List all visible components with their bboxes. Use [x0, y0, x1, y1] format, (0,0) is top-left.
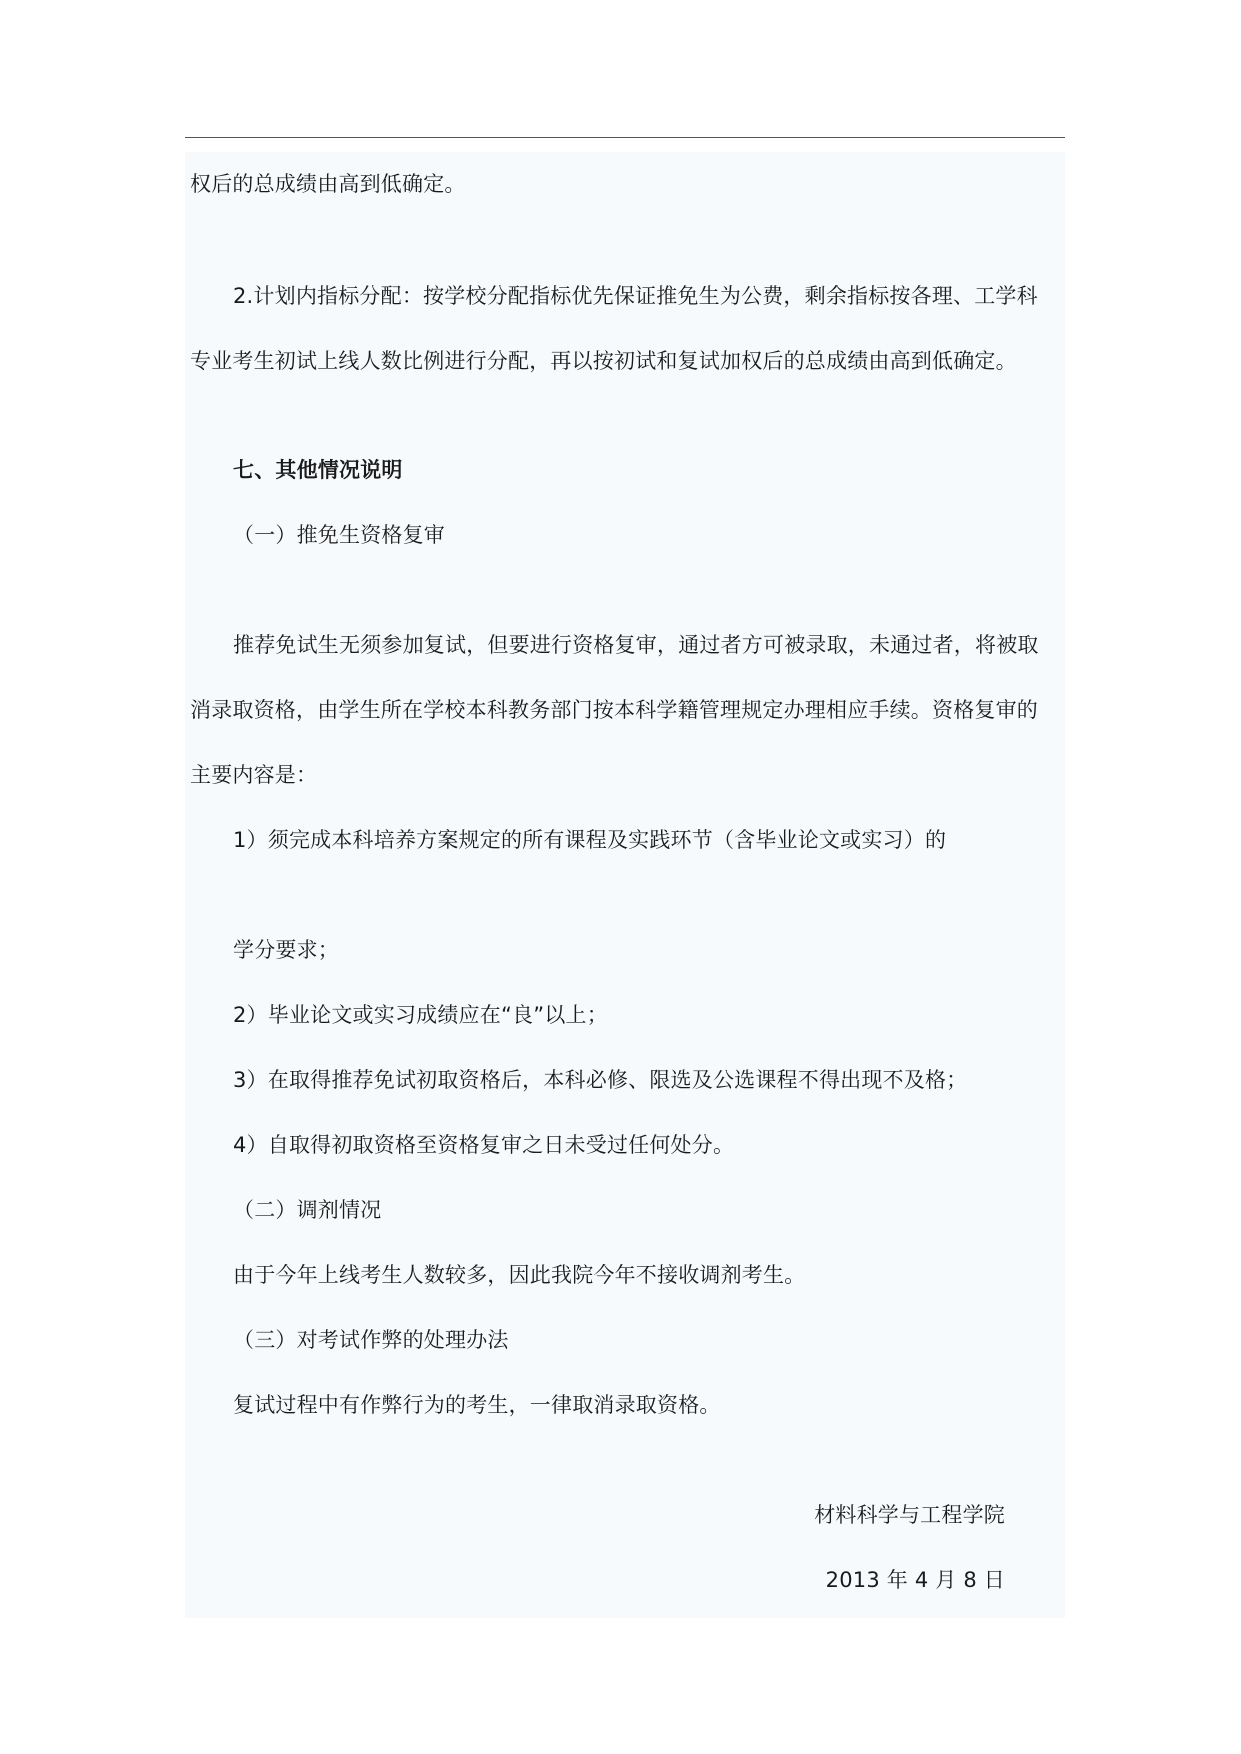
- paragraph-line: 推荐免试生无须参加复试，但要进行资格复审，通过者方可被录取，未通过者，将被取: [233, 633, 1039, 657]
- paragraph-line: 复试过程中有作弊行为的考生，一律取消录取资格。: [233, 1393, 721, 1417]
- list-item-continuation: 学分要求；: [233, 938, 339, 962]
- paragraph-line: 专业考生初试上线人数比例进行分配，再以按初试和复试加权后的总成绩由高到低确定。: [190, 349, 1017, 373]
- header-rule: [185, 137, 1065, 138]
- paragraph-line: 权后的总成绩由高到低确定。: [190, 172, 466, 196]
- list-item: 2）毕业论文或实习成绩应在“良”以上；: [233, 1003, 608, 1027]
- list-item: 4）自取得初取资格至资格复审之日未受过任何处分。: [233, 1133, 735, 1157]
- subsection-heading: （三）对考试作弊的处理办法: [233, 1328, 509, 1352]
- subsection-heading: （一）推免生资格复审: [233, 523, 445, 547]
- subsection-heading: （二）调剂情况: [233, 1198, 382, 1222]
- paragraph-line: 2.计划内指标分配：按学校分配指标优先保证推免生为公费，剩余指标按各理、工学科: [233, 284, 1038, 308]
- paragraph-line: 消录取资格，由学生所在学校本科教务部门按本科学籍管理规定办理相应手续。资格复审的: [190, 698, 1038, 722]
- section-heading: 七、其他情况说明: [233, 458, 403, 482]
- paragraph-line: 由于今年上线考生人数较多，因此我院今年不接收调剂考生。: [233, 1263, 806, 1287]
- paragraph-line: 主要内容是：: [190, 763, 318, 787]
- signature-organization: 材料科学与工程学院: [814, 1503, 1005, 1527]
- list-item: 3）在取得推荐免试初取资格后，本科必修、限选及公选课程不得出现不及格；: [233, 1068, 968, 1092]
- list-item: 1）须完成本科培养方案规定的所有课程及实践环节（含毕业论文或实习）的: [233, 828, 947, 852]
- signature-date: 2013 年 4 月 8 日: [825, 1568, 1005, 1592]
